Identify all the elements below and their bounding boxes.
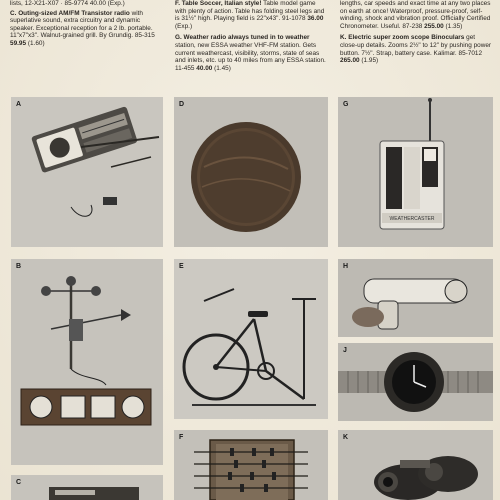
radio-illustration — [11, 97, 163, 247]
item-k-shipping: (1.95) — [361, 57, 379, 65]
weather-station-illustration — [11, 259, 163, 465]
photo-k-zoom-binoculars — [338, 430, 493, 500]
item-j-continued — [340, 0, 492, 30]
photo-c-am-fm-radio — [11, 475, 163, 500]
item-j-body: lengths, car speeds and exact time at any two places on earth at once! Waterproof, pressure-proof, self-winding, shock and vibration proof. Officially Certified Chronometer. Useful. 87-238 — [340, 0, 491, 30]
photo-letter: B — [16, 263, 22, 270]
item-g-price: 40.00 — [196, 64, 213, 72]
text-column-1 — [10, 0, 161, 52]
text-column-3 — [340, 0, 492, 69]
item-k-price: 265.00 — [340, 57, 360, 65]
photo-e-exercise-bike — [174, 259, 328, 419]
radio-brand-label: WEATHERCASTER — [389, 216, 435, 222]
item-g-shipping: (1.45) — [214, 64, 231, 72]
table-soccer-illustration — [174, 430, 328, 500]
text-column-2 — [175, 0, 327, 76]
tray-illustration — [174, 97, 328, 247]
item-f-price: 36.00 — [307, 15, 324, 23]
photo-g-weather-radio — [338, 97, 493, 247]
item-g-body: station, new ESSA weather VHF-FM station. Gets current weathercast, visibility, storms, state of seas and inlets, etc. up to 40 miles from any ESSA station. 11-455 — [175, 41, 326, 72]
item-g-title: G. Weather radio always tuned in to weather — [175, 34, 310, 42]
photo-b-weather-station — [11, 259, 163, 465]
photo-f-table-soccer — [174, 430, 328, 500]
photo-letter: E — [179, 263, 184, 270]
item-c-title: C. Outing-sized AM/FM Transistor radio — [10, 9, 130, 17]
am-fm-radio-illustration — [11, 475, 163, 500]
item-c-price: 59.95 — [10, 39, 27, 47]
photo-letter: F — [179, 434, 184, 441]
item-k-title: K. Electric super zoom scope Binoculars — [340, 34, 465, 42]
weather-radio-illustration — [338, 97, 493, 247]
item-f-title: F. Table Soccer, Italian style! — [175, 0, 262, 7]
photo-letter: K — [343, 434, 349, 441]
photo-letter: C — [16, 479, 22, 486]
photo-letter: H — [343, 263, 349, 270]
photo-letter: D — [179, 101, 185, 108]
item-k-body: get close-up details. Zooms 2½" to 12" by pushing power button. 7½". Strap, battery case. Kalimar. 85-7012 — [340, 34, 492, 57]
item-g-description — [175, 34, 327, 72]
photo-letter: J — [343, 347, 347, 354]
item-c-body: with superlative sound, extra circuitry and dynamic speaker. Exceptional reception for a 2 lb. portable. 11"x7"x3". Walnut-grained grill. By Grundig. 85-315 — [10, 9, 155, 40]
bike-illustration — [174, 259, 328, 419]
photo-a-transistor-radio — [11, 97, 163, 247]
item-j-price: 255.00 — [424, 22, 444, 30]
item-c-shipping: (1.60) — [27, 39, 45, 47]
item-f-description — [175, 0, 327, 30]
watch-illustration — [338, 343, 493, 421]
photo-letter: A — [16, 101, 22, 108]
binoculars-illustration — [338, 430, 493, 500]
handheld-illustration — [338, 259, 493, 337]
photo-letter: G — [343, 101, 349, 108]
photo-h-handheld-device — [338, 259, 493, 337]
photo-d-wood-tray — [174, 97, 328, 247]
item-f-shipping: (Exp.) — [175, 22, 193, 30]
item-k-description — [340, 34, 492, 64]
continued-text: lists, 12-X21-X07 · 85-9774 40.00 (Exp.) — [10, 0, 125, 7]
item-f-body: Table model game with plenty of action. Table has folding steel legs and is 31½" high. Playing field is 22"x43". 91-1078 — [175, 0, 325, 23]
item-j-shipping: (1.35) — [445, 22, 463, 30]
photo-j-wristwatch — [338, 343, 493, 421]
item-c-description — [10, 10, 161, 48]
